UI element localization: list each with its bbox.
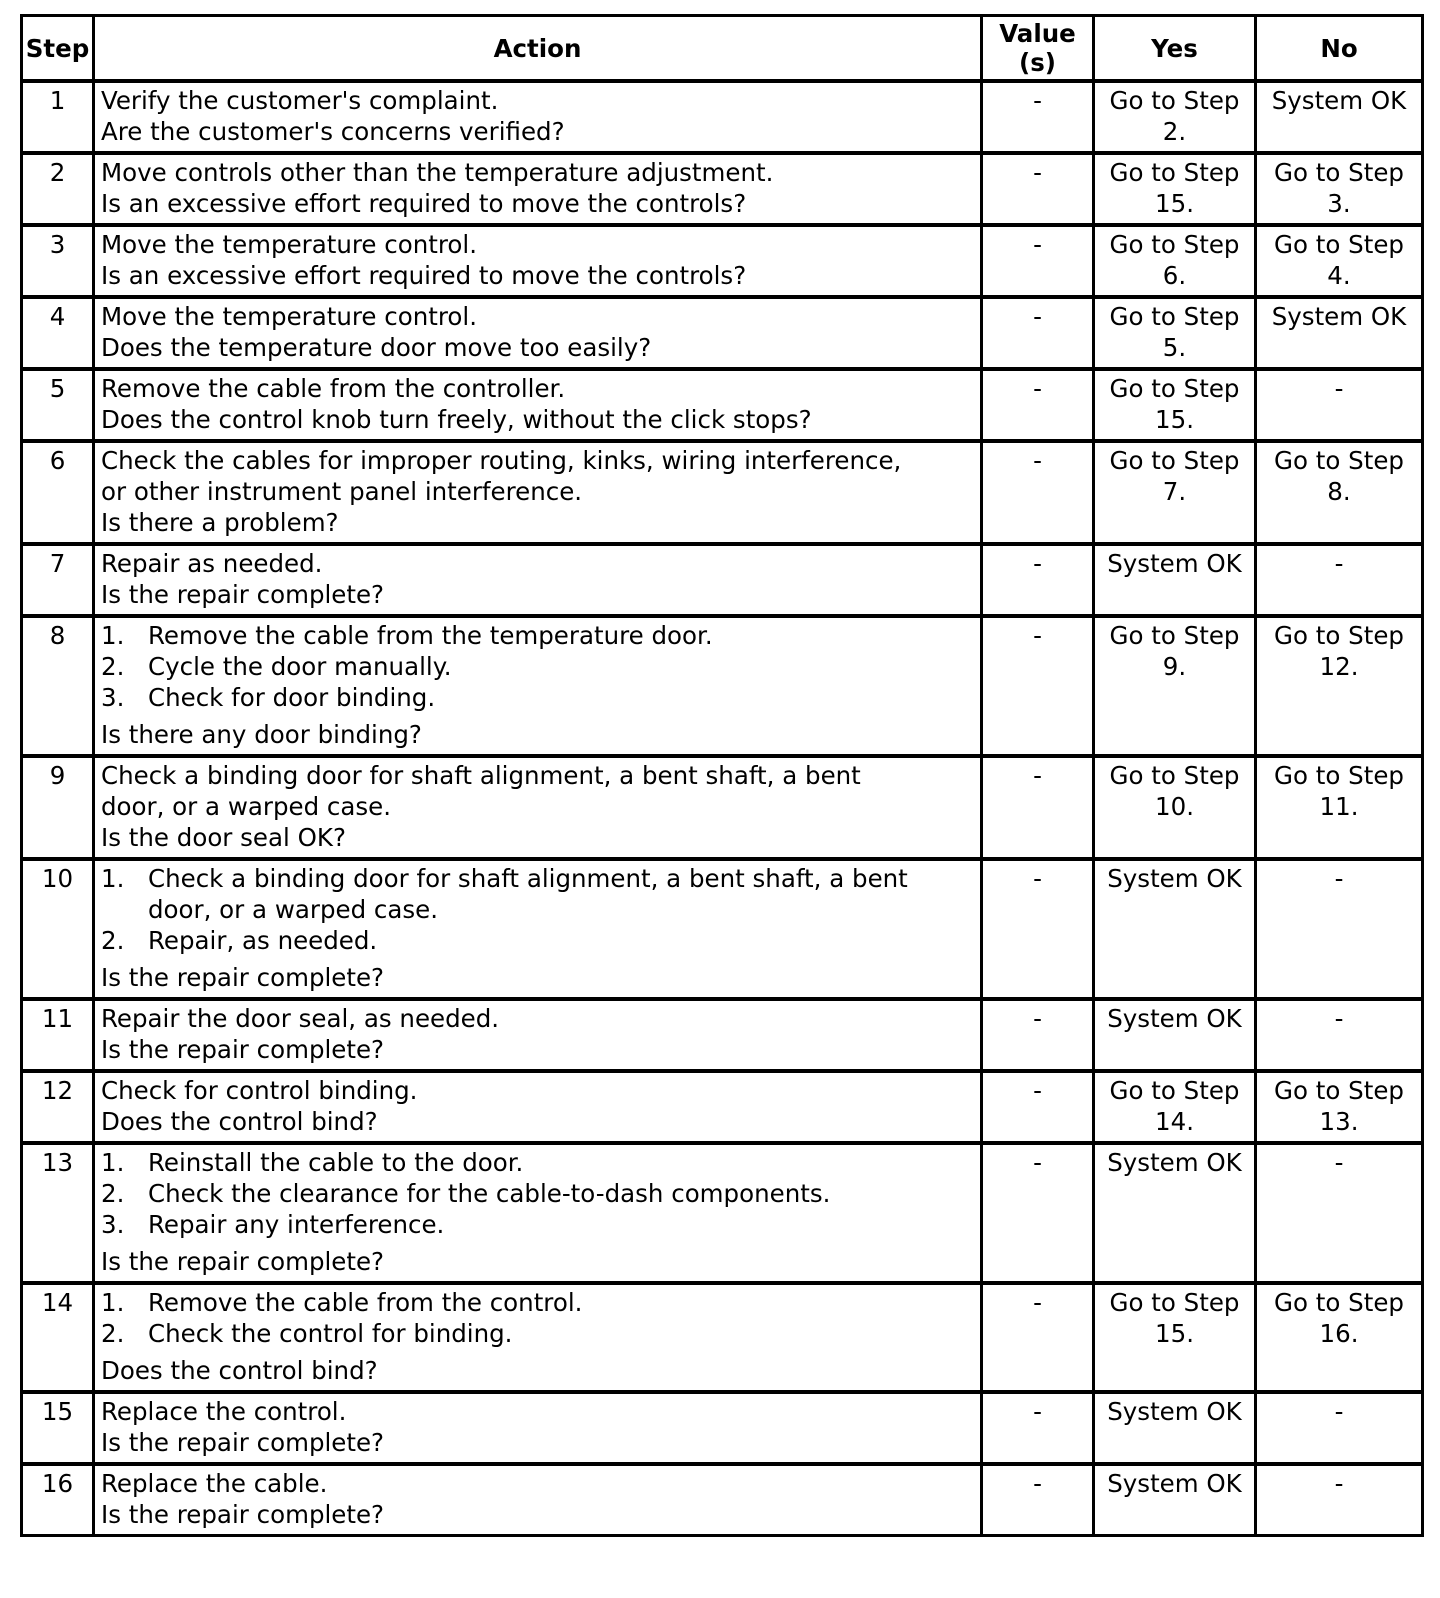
action-step-item	[101, 925, 974, 956]
no-cell: Go to Step 16.	[1257, 1285, 1421, 1394]
yes-cell: System OK	[1095, 546, 1257, 618]
action-line: Is the repair complete?	[101, 1428, 385, 1457]
table-row	[23, 1073, 1421, 1145]
action-step-item	[101, 1287, 974, 1318]
value-cell: -	[983, 1466, 1095, 1534]
action-line: Replace the control.	[101, 1397, 347, 1426]
step-cell: 15	[23, 1394, 95, 1466]
no-cell: System OK	[1257, 83, 1421, 155]
value-cell: -	[983, 1073, 1095, 1145]
yes-cell: System OK	[1095, 1145, 1257, 1285]
no-cell: System OK	[1257, 299, 1421, 371]
no-cell: -	[1257, 1394, 1421, 1466]
action-line: Is the repair complete?	[101, 1500, 385, 1529]
action-step-item	[101, 863, 974, 925]
value-cell: -	[983, 371, 1095, 443]
value-cell: -	[983, 1394, 1095, 1466]
yes-cell: Go to Step 9.	[1095, 618, 1257, 758]
action-cell	[95, 371, 983, 443]
step-cell: 5	[23, 371, 95, 443]
yes-cell: Go to Step 15.	[1095, 371, 1257, 443]
action-question: Is the repair complete?	[101, 963, 385, 992]
no-cell: -	[1257, 1001, 1421, 1073]
action-step-item	[101, 1178, 974, 1209]
action-step-item	[101, 651, 974, 682]
step-cell: 6	[23, 443, 95, 546]
action-step-number: 1.	[101, 1288, 125, 1317]
action-cell	[95, 83, 983, 155]
action-steps-list	[101, 863, 974, 956]
action-steps-list	[101, 1147, 974, 1240]
action-line: Is the repair complete?	[101, 580, 385, 609]
action-line: Move controls other than the temperature adjustment.	[101, 158, 774, 187]
table-row	[23, 861, 1421, 1001]
action-step-number: 2.	[101, 652, 125, 681]
table-row	[23, 443, 1421, 546]
action-cell	[95, 155, 983, 227]
action-line: Verify the customer's complaint.	[101, 86, 499, 115]
yes-cell: System OK	[1095, 861, 1257, 1001]
action-question: Does the control bind?	[101, 1356, 378, 1385]
no-cell: -	[1257, 371, 1421, 443]
step-cell: 11	[23, 1001, 95, 1073]
no-cell: -	[1257, 546, 1421, 618]
action-step-number: 2.	[101, 1319, 125, 1348]
header-yes: Yes	[1095, 17, 1257, 83]
action-step-text: Reinstall the cable to the door.	[148, 1148, 524, 1177]
action-step-number: 3.	[101, 683, 125, 712]
no-cell: -	[1334, 1469, 1344, 1498]
no-cell: Go to Step 4.	[1257, 227, 1421, 299]
step-cell: 12	[23, 1073, 95, 1145]
action-step-number: 3.	[101, 1210, 125, 1239]
action-cell	[95, 1001, 983, 1073]
action-cell	[95, 1073, 983, 1145]
action-line: Is the door seal OK?	[101, 823, 346, 852]
value-cell: -	[983, 443, 1095, 546]
table-row	[23, 299, 1421, 371]
step-cell: 2	[23, 155, 95, 227]
action-step-number: 2.	[101, 926, 125, 955]
header-action: Action	[95, 17, 983, 83]
diagnostic-table	[20, 14, 1424, 1537]
action-line: Check for control binding.	[101, 1076, 418, 1105]
action-step-number: 2.	[101, 1179, 125, 1208]
no-cell: Go to Step 8.	[1257, 443, 1421, 546]
yes-cell: Go to Step 5.	[1095, 299, 1257, 371]
action-step-text: Repair any interference.	[148, 1210, 445, 1239]
yes-cell: Go to Step 7.	[1095, 443, 1257, 546]
action-cell	[95, 618, 983, 758]
action-line: Are the customer's concerns verified?	[101, 117, 565, 146]
action-cell	[95, 1145, 983, 1285]
action-step-item	[101, 682, 974, 713]
no-cell: Go to Step 3.	[1257, 155, 1421, 227]
value-cell: -	[983, 299, 1095, 371]
header-value: Value (s)	[983, 17, 1095, 83]
action-line: door, or a warped case.	[101, 792, 392, 821]
action-line: Is an excessive effort required to move the controls?	[101, 189, 747, 218]
table-row	[23, 155, 1421, 227]
action-step-text: Check a binding door for shaft alignment, a bent shaft, a bent door, or a warped case.	[148, 864, 908, 924]
action-line: Is there a problem?	[101, 508, 339, 537]
action-line: or other instrument panel interference.	[101, 477, 583, 506]
step-cell: 16	[23, 1466, 95, 1534]
table-row	[23, 1145, 1421, 1285]
action-cell	[95, 1466, 983, 1534]
step-cell: 13	[23, 1145, 95, 1285]
value-cell: -	[983, 1285, 1095, 1394]
diagnostic-table-page	[20, 14, 1418, 1537]
action-cell	[95, 443, 983, 546]
table-row	[23, 758, 1421, 861]
action-steps-list	[101, 1287, 974, 1349]
action-cell	[95, 1394, 983, 1466]
header-step: Step	[23, 17, 95, 83]
action-step-number: 1.	[101, 621, 125, 650]
yes-cell: Go to Step 15.	[1095, 1285, 1257, 1394]
yes-cell: Go to Step 10.	[1095, 758, 1257, 861]
table-row	[23, 1394, 1421, 1466]
value-cell: -	[983, 227, 1095, 299]
action-line: Does the temperature door move too easily?	[101, 333, 652, 362]
action-line: Move the temperature control.	[101, 302, 477, 331]
no-cell: -	[1257, 1145, 1421, 1285]
action-line: Move the temperature control.	[101, 230, 477, 259]
table-row	[23, 371, 1421, 443]
action-step-text: Cycle the door manually.	[148, 652, 452, 681]
action-line: Is an excessive effort required to move the controls?	[101, 261, 747, 290]
action-line: Repair the door seal, as needed.	[101, 1004, 500, 1033]
table-row	[23, 618, 1421, 758]
table-row	[23, 83, 1421, 155]
action-step-text: Repair, as needed.	[148, 926, 378, 955]
no-cell: Go to Step 11.	[1257, 758, 1421, 861]
step-cell: 10	[23, 861, 95, 1001]
action-question: Is the repair complete?	[101, 1247, 385, 1276]
action-step-text: Remove the cable from the control.	[148, 1288, 583, 1317]
action-cell	[95, 546, 983, 618]
action-step-text: Check the clearance for the cable-to-dash components.	[148, 1179, 831, 1208]
value-cell: -	[983, 83, 1095, 155]
yes-cell: Go to Step 6.	[1095, 227, 1257, 299]
yes-cell: Go to Step 2.	[1095, 83, 1257, 155]
table-row	[23, 1466, 1421, 1534]
value-cell: -	[983, 1145, 1095, 1285]
action-line: Replace the cable.	[101, 1469, 328, 1498]
action-step-number: 1.	[101, 1148, 125, 1177]
action-line: Does the control knob turn freely, without the click stops?	[101, 405, 812, 434]
action-step-item	[101, 620, 974, 651]
value-cell: -	[983, 618, 1095, 758]
action-step-item	[101, 1147, 974, 1178]
action-step-text: Check for door binding.	[148, 683, 436, 712]
table-row	[23, 546, 1421, 618]
header-no: No	[1257, 17, 1421, 83]
action-line: Is the repair complete?	[101, 1035, 385, 1064]
header-row	[23, 17, 1421, 83]
yes-cell: System OK	[1095, 1001, 1257, 1073]
value-cell: -	[983, 1001, 1095, 1073]
step-cell: 8	[23, 618, 95, 758]
action-step-number: 1.	[101, 864, 125, 893]
yes-cell: System OK	[1095, 1466, 1257, 1534]
action-cell	[95, 758, 983, 861]
step-cell: 4	[23, 299, 95, 371]
step-cell: 3	[23, 227, 95, 299]
yes-cell: Go to Step 15.	[1095, 155, 1257, 227]
action-line: Check a binding door for shaft alignment, a bent shaft, a bent	[101, 761, 861, 790]
step-cell: 1	[23, 83, 95, 155]
table-row	[23, 227, 1421, 299]
value-cell: -	[983, 546, 1095, 618]
no-cell: Go to Step 12.	[1257, 618, 1421, 758]
action-question: Is there any door binding?	[101, 720, 422, 749]
table-row	[23, 1001, 1421, 1073]
value-cell: -	[983, 758, 1095, 861]
action-cell	[95, 227, 983, 299]
action-step-item	[101, 1318, 974, 1349]
action-line: Check the cables for improper routing, kinks, wiring interference,	[101, 446, 902, 475]
no-cell: -	[1257, 861, 1421, 1001]
no-cell: Go to Step 13.	[1257, 1073, 1421, 1145]
action-cell	[95, 1285, 983, 1394]
action-steps-list	[101, 620, 974, 713]
action-line: Remove the cable from the controller.	[101, 374, 566, 403]
step-cell: 9	[23, 758, 95, 861]
action-step-text: Check the control for binding.	[148, 1319, 513, 1348]
action-cell	[95, 299, 983, 371]
step-cell: 7	[23, 546, 95, 618]
action-line: Repair as needed.	[101, 549, 323, 578]
action-cell	[95, 861, 983, 1001]
step-cell: 14	[23, 1285, 95, 1394]
table-body	[23, 83, 1421, 1534]
value-cell: -	[983, 861, 1095, 1001]
table-row	[23, 1285, 1421, 1394]
value-cell: -	[983, 155, 1095, 227]
action-line: Does the control bind?	[101, 1107, 378, 1136]
action-step-text: Remove the cable from the temperature door.	[148, 621, 713, 650]
yes-cell: System OK	[1095, 1394, 1257, 1466]
action-step-item	[101, 1209, 974, 1240]
yes-cell: Go to Step 14.	[1095, 1073, 1257, 1145]
